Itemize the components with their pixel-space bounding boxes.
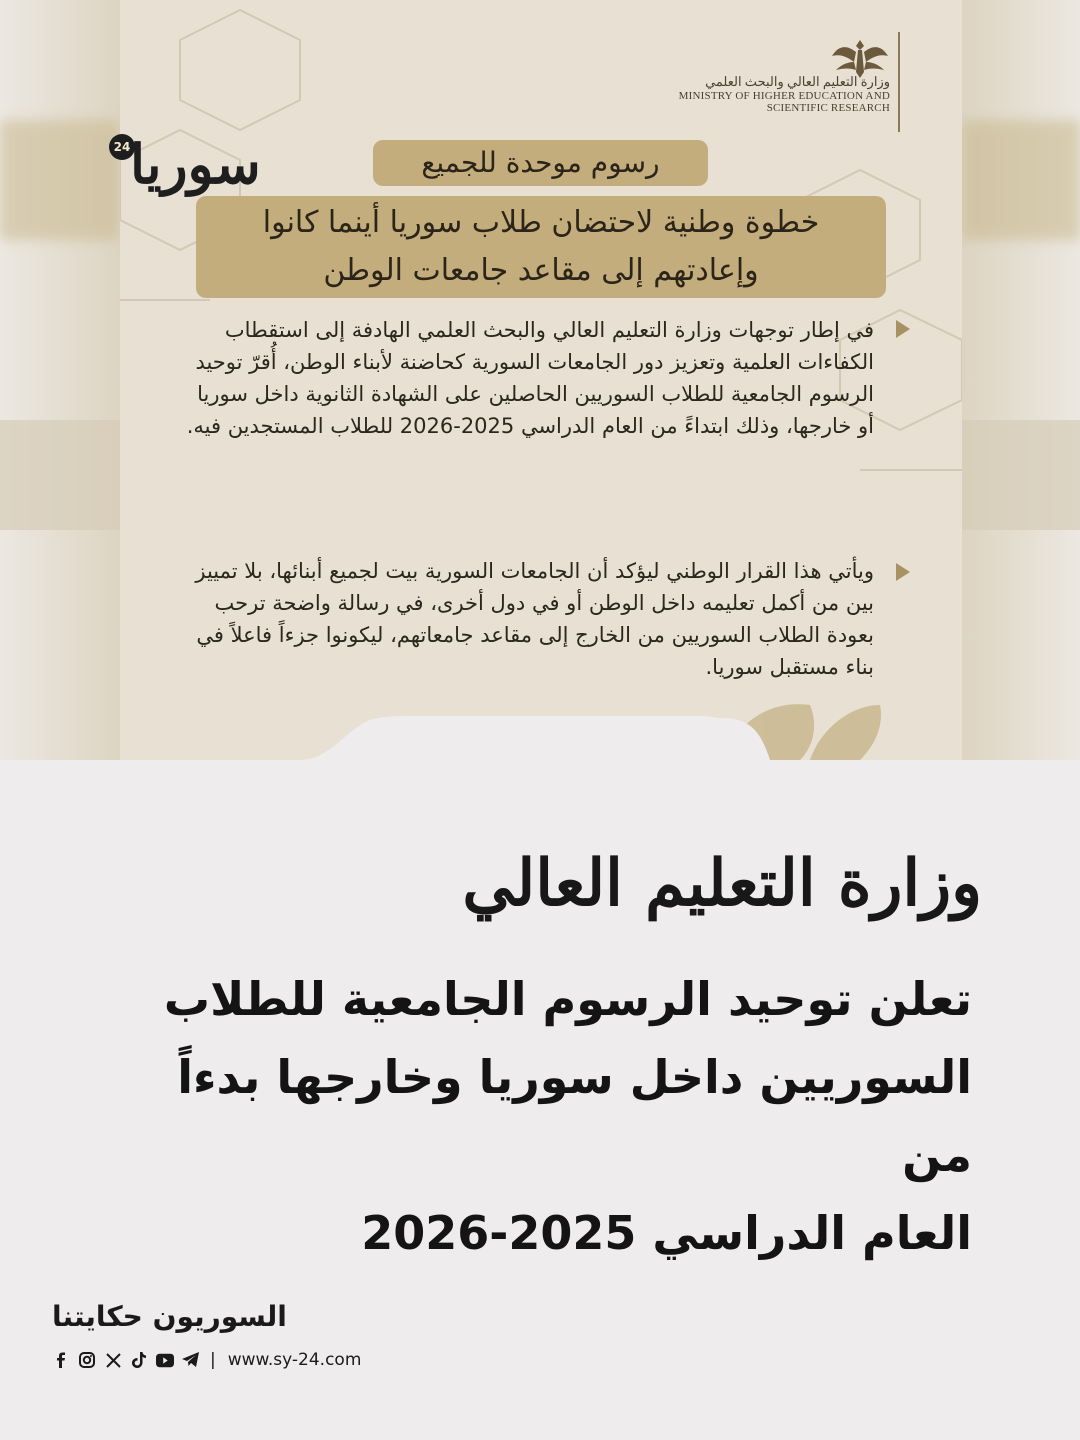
footer-tagline: السوريون حكايتنا xyxy=(52,1300,287,1333)
headline-title: وزارة التعليم العالي xyxy=(462,846,982,921)
poster-paragraph-2: ويأتي هذا القرار الوطني ليؤكد أن الجامعات السورية بيت لجميع أبنائها، بلا تمييز بين من أكمل تعليمه داخل الوطن أو في دول أخرى، في رسالة واضحة ترحب بعودة الطلاب السوريين من الخارج إلى مقاعد جامعاتهم، ليكونوا جزءاً فاعلاً في بناء مستقبل سوريا. xyxy=(195,559,874,679)
footer-separator: | xyxy=(210,1350,216,1370)
ministry-header xyxy=(679,30,900,132)
bullet-arrow-icon xyxy=(896,563,910,581)
logo-text: سوريا xyxy=(130,132,261,196)
subtitle-line2: السوريين داخل سوريا وخارجها بدءاً من xyxy=(177,1050,972,1182)
poster-title-line2: وإعادتهم إلى مقاعد جامعات الوطن xyxy=(323,253,759,288)
instagram-icon[interactable] xyxy=(78,1351,96,1369)
ministry-name-english-2: SCIENTIFIC RESEARCH xyxy=(766,102,890,114)
footer-links xyxy=(52,1350,361,1370)
logo-badge: 24 xyxy=(109,134,135,160)
subtitle-line1: تعلن توحيد الرسوم الجامعية للطلاب xyxy=(163,972,972,1026)
poster-title-line1: خطوة وطنية لاحتضان طلاب سوريا أينما كانوا xyxy=(262,205,820,240)
website-link[interactable]: www.sy-24.com xyxy=(227,1350,362,1370)
youtube-icon[interactable] xyxy=(156,1351,174,1369)
poster-paragraph-1: في إطار توجهات وزارة التعليم العالي والبحث العلمي الهادفة إلى استقطاب الكفاءات العلمية وتعزيز دور الجامعات السورية كحاضنة لأبناء الوطن، أُقرّ توحيد الرسوم الجامعية للطلاب السوريين الحاصلين على الشهادة الثانوية داخل سوريا أو خارجها، وذلك ابتداءً من العام الدراسي 2025-2026 للطلاب المستجدين فيه. xyxy=(186,318,874,438)
facebook-icon[interactable] xyxy=(52,1351,70,1369)
ministry-name-english-1: MINISTRY OF HIGHER EDUCATION AND xyxy=(678,90,890,102)
panel-curve xyxy=(0,700,1080,770)
subtitle-line3: العام الدراسي 2025-2026 xyxy=(361,1206,972,1260)
x-twitter-icon[interactable] xyxy=(104,1351,122,1369)
tiktok-icon[interactable] xyxy=(130,1351,148,1369)
divider xyxy=(898,32,900,132)
telegram-icon[interactable] xyxy=(182,1351,200,1369)
site-logo[interactable] xyxy=(52,62,272,196)
ministry-name-arabic: وزارة التعليم العالي والبحث العلمي xyxy=(705,74,890,89)
headline-subtitle xyxy=(92,960,972,1272)
blurred-background-right xyxy=(962,0,1080,760)
bullet-arrow-icon xyxy=(896,320,910,338)
poster-title xyxy=(196,196,886,298)
poster-label: رسوم موحدة للجميع xyxy=(373,140,708,186)
